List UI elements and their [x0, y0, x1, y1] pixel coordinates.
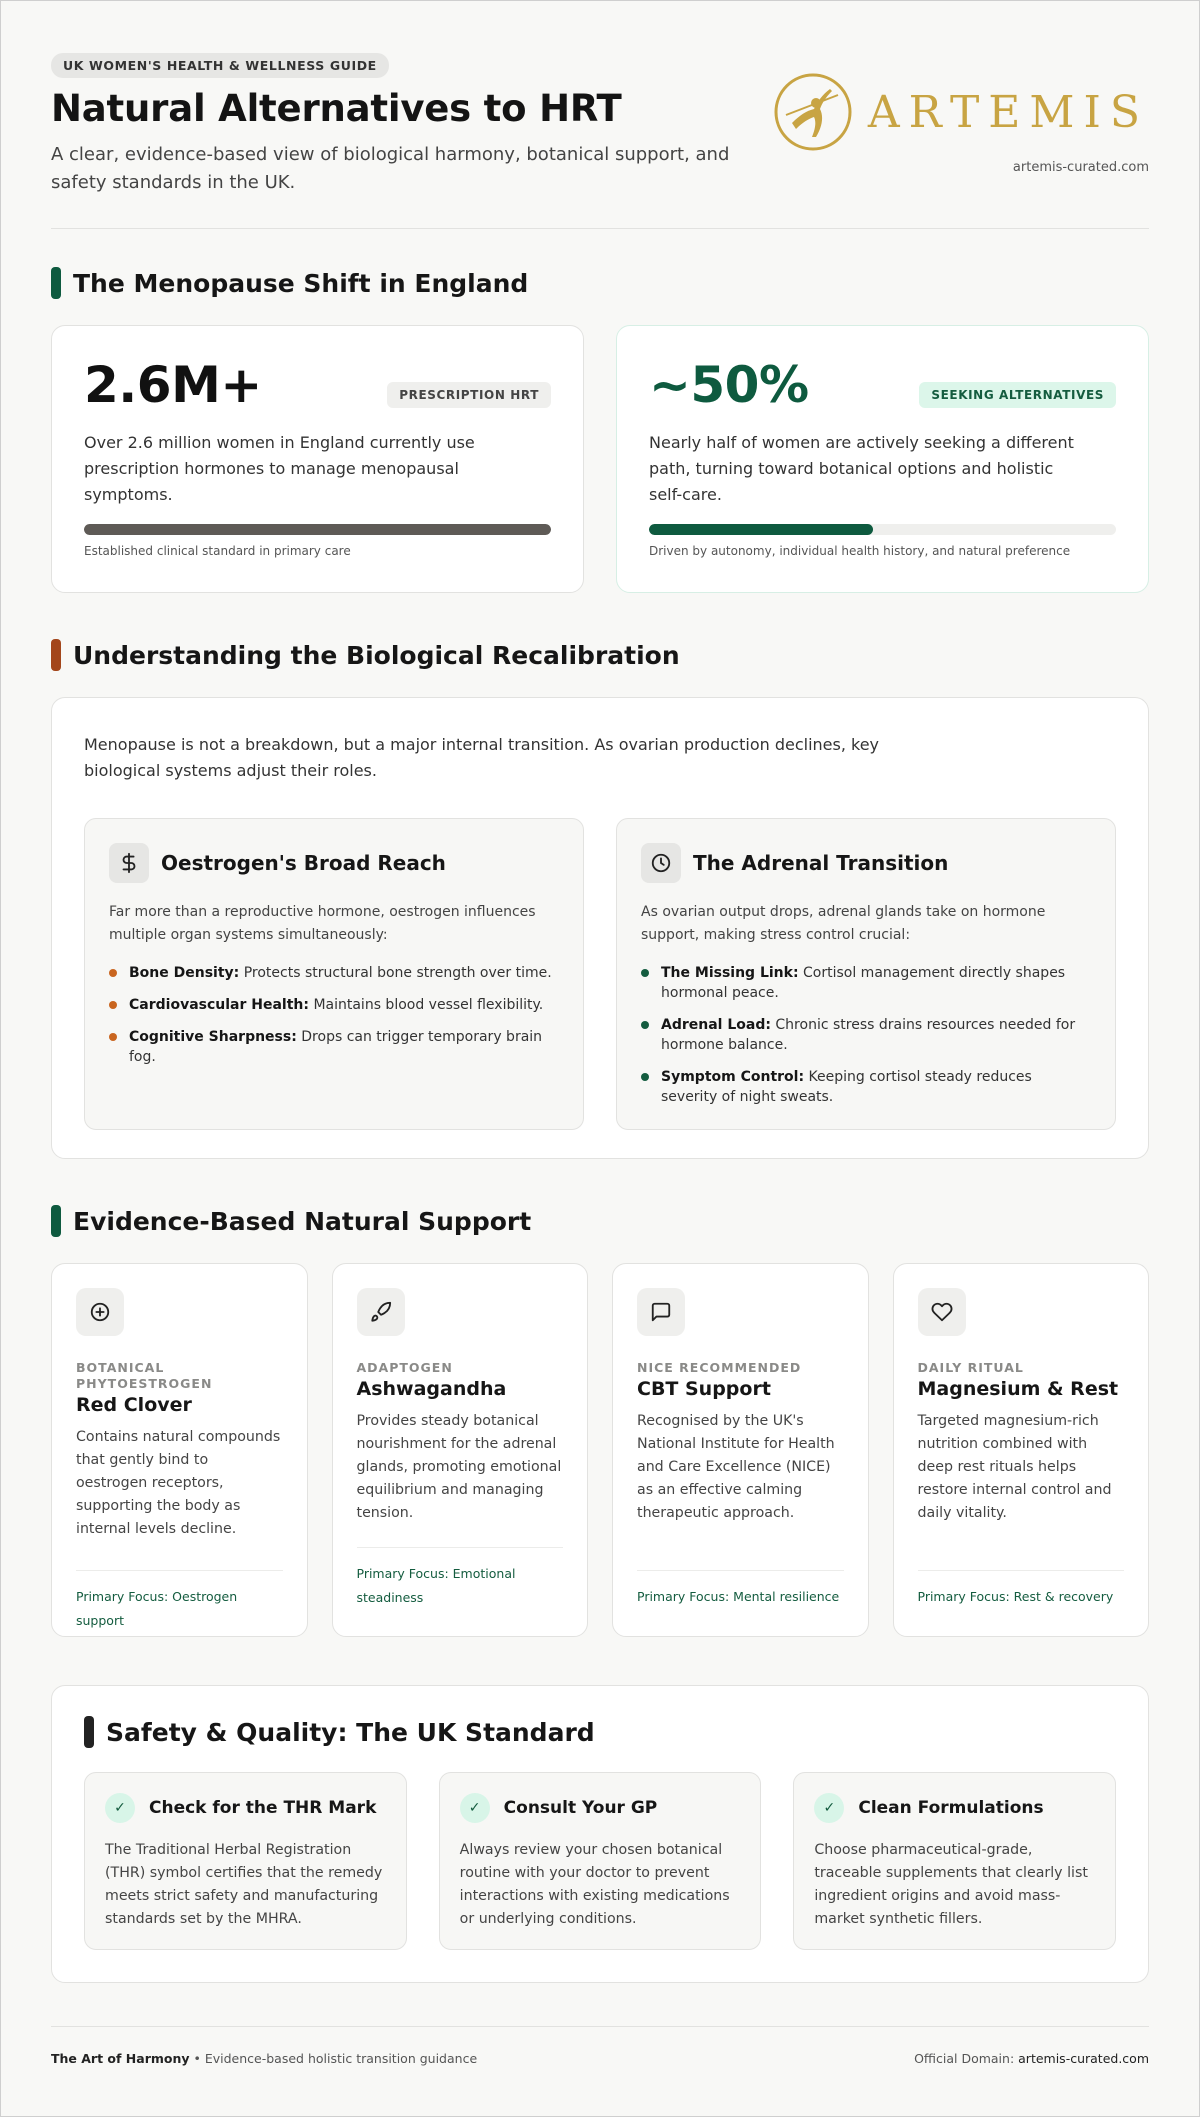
- support-focus: Primary Focus: Oestrogen support: [76, 1570, 283, 1633]
- bullet-text: Chronic stress drains resources needed for hormone balance.: [661, 1017, 1076, 1053]
- footer: [51, 2026, 1149, 2066]
- progress-bar: [649, 524, 1116, 535]
- section-accent-bar: [51, 1205, 61, 1237]
- guide-badge: UK WOMEN'S HEALTH & WELLNESS GUIDE: [51, 53, 389, 78]
- list-item: [641, 1015, 1091, 1055]
- chat-icon: [637, 1288, 685, 1336]
- artemis-logo[interactable]: [772, 71, 1149, 153]
- stat-card-hrt: [51, 325, 584, 593]
- rocket-icon: [357, 1288, 405, 1336]
- card-header: [109, 843, 559, 883]
- heart-icon: [918, 1288, 966, 1336]
- support-focus: Primary Focus: Emotional steadiness: [357, 1547, 564, 1610]
- header-domain-link[interactable]: artemis-curated.com: [1012, 160, 1149, 175]
- list-item: [109, 963, 559, 983]
- header: [51, 1, 1149, 229]
- support-title: Magnesium & Rest: [917, 1378, 1119, 1400]
- progress-bar: [84, 524, 551, 535]
- list-item: [109, 995, 559, 1015]
- section-title: The Menopause Shift in England: [73, 268, 529, 298]
- bullet-text: Drops can trigger temporary brain fog.: [129, 1029, 543, 1065]
- card-header: [105, 1793, 386, 1823]
- stat-card-alternatives: [616, 325, 1149, 593]
- support-category: DAILY RITUAL: [917, 1360, 1024, 1375]
- support-focus: Primary Focus: Mental resilience: [637, 1570, 844, 1609]
- artemis-emblem-icon: [772, 71, 854, 153]
- support-title: Ashwagandha: [356, 1378, 507, 1400]
- bullet-label: The Missing Link:: [661, 965, 799, 981]
- support-focus: Primary Focus: Rest & recovery: [918, 1570, 1125, 1609]
- bullet-dot: [641, 1021, 649, 1029]
- stat-tag: SEEKING ALTERNATIVES: [919, 382, 1116, 408]
- safety-title: Check for the THR Mark: [149, 1798, 377, 1818]
- section-heading-recalibration: [51, 639, 1149, 671]
- list-item: [641, 963, 1091, 1003]
- recalibration-cards: [84, 818, 1116, 1130]
- footer-separator: •: [189, 2051, 205, 2066]
- support-card-magnesium: [893, 1263, 1150, 1637]
- card-header: [814, 1793, 1095, 1823]
- card-title: Oestrogen's Broad Reach: [161, 851, 446, 875]
- recalibration-panel: [51, 697, 1149, 1159]
- section-accent-bar: [51, 267, 61, 299]
- safety-description: Always review your chosen botanical routine with your doctor to prevent interactions with existing medications or underlying conditions.: [459, 1842, 730, 1927]
- safety-cards: [84, 1772, 1116, 1950]
- safety-description: The Traditional Herbal Registration (THR) symbol certifies that the remedy meets strict safety and manufacturing standards set by the MHRA.: [105, 1842, 383, 1927]
- card-description: As ovarian output drops, adrenal glands take on hormone support, making stress control crucial:: [641, 904, 1046, 943]
- section-heading-menopause-shift: [51, 267, 1149, 299]
- bullet-dot: [109, 969, 117, 977]
- section-heading-safety: [84, 1716, 1116, 1748]
- section-title: Evidence-Based Natural Support: [73, 1206, 532, 1236]
- safety-card-formulations: [793, 1772, 1116, 1950]
- footer-right: [914, 2051, 1149, 2066]
- adrenal-card: [616, 818, 1116, 1130]
- support-cards: [51, 1263, 1149, 1637]
- bullet-label: Adrenal Load:: [661, 1017, 771, 1033]
- list-item: [109, 1027, 559, 1067]
- section-title: Safety & Quality: The UK Standard: [106, 1717, 595, 1747]
- safety-description: Choose pharmaceutical-grade, traceable supplements that clearly list ingredient origins and avoid mass-market synthetic fillers.: [814, 1842, 1088, 1927]
- bullet-dot: [641, 1073, 649, 1081]
- bullet-text: Maintains blood vessel flexibility.: [313, 997, 544, 1013]
- bullet-list: [641, 963, 1091, 1107]
- safety-card-gp: [439, 1772, 762, 1950]
- support-category: ADAPTOGEN: [356, 1360, 453, 1375]
- section-accent-bar: [84, 1716, 94, 1748]
- footer-domain-label: Official Domain:: [914, 2051, 1019, 2066]
- page-title: Natural Alternatives to HRT: [51, 87, 622, 130]
- support-title: Red Clover: [76, 1394, 192, 1416]
- safety-card-thr: [84, 1772, 407, 1950]
- bullet-dot: [109, 1033, 117, 1041]
- check-icon: ✓: [460, 1793, 490, 1823]
- footer-tagline: Evidence-based holistic transition guidance: [204, 2051, 478, 2066]
- bullet-dot: [641, 969, 649, 977]
- progress-fill: [649, 524, 873, 535]
- check-icon: ✓: [814, 1793, 844, 1823]
- oestrogen-card: [84, 818, 584, 1130]
- card-title: The Adrenal Transition: [693, 851, 949, 875]
- section-accent-bar: [51, 639, 61, 671]
- clock-icon: [641, 843, 681, 883]
- stats-row: [51, 325, 1149, 593]
- support-card-cbt: [612, 1263, 869, 1637]
- stat-note: Established clinical standard in primary care: [84, 544, 351, 558]
- bullet-text: Keeping cortisol steady reduces severity of night sweats.: [661, 1069, 1032, 1105]
- card-header: [460, 1793, 741, 1823]
- safety-title: Consult Your GP: [503, 1798, 658, 1818]
- bullet-dot: [109, 1001, 117, 1009]
- safety-panel: [51, 1685, 1149, 1983]
- stat-tag: PRESCRIPTION HRT: [387, 382, 551, 408]
- bullet-label: Cognitive Sharpness:: [129, 1029, 297, 1045]
- stat-note: Driven by autonomy, individual health history, and natural preference: [649, 544, 1071, 558]
- footer-left: [51, 2051, 477, 2066]
- footer-brand: The Art of Harmony: [51, 2051, 190, 2066]
- support-category: NICE RECOMMENDED: [637, 1360, 802, 1375]
- safety-title: Clean Formulations: [858, 1798, 1044, 1818]
- stat-value: ~50%: [649, 356, 809, 414]
- section-title: Understanding the Biological Recalibration: [73, 640, 680, 670]
- stat-description: Over 2.6 million women in England currently use prescription hormones to manage menopausal symptoms.: [84, 433, 475, 504]
- bullet-label: Symptom Control:: [661, 1069, 805, 1085]
- bullet-label: Cardiovascular Health:: [129, 997, 309, 1013]
- dollar-icon: [109, 843, 149, 883]
- recalibration-intro: Menopause is not a breakdown, but a major internal transition. As ovarian production declines, key biological systems adjust their roles.: [84, 735, 880, 780]
- stat-value: 2.6M+: [84, 356, 262, 414]
- support-description: Recognised by the UK's National Institute for Health and Care Excellence (NICE) as an effective calming therapeutic approach.: [637, 1413, 835, 1521]
- support-category: BOTANICAL PHYTOESTROGEN: [76, 1360, 213, 1391]
- plus-circle-icon: [76, 1288, 124, 1336]
- progress-fill: [84, 524, 551, 535]
- bullet-text: Cortisol management directly shapes hormonal peace.: [661, 965, 1066, 1001]
- bullet-text: Protects structural bone strength over time.: [243, 965, 552, 981]
- support-description: Contains natural compounds that gently bind to oestrogen receptors, supporting the body as internal levels decline.: [76, 1429, 281, 1537]
- footer-domain-link[interactable]: artemis-curated.com: [1018, 2051, 1149, 2066]
- section-heading-natural-support: [51, 1205, 1149, 1237]
- support-description: Targeted magnesium-rich nutrition combined with deep rest rituals helps restore internal control and daily vitality.: [917, 1413, 1112, 1521]
- logo-wordmark: ARTEMIS: [867, 86, 1149, 138]
- support-description: Provides steady botanical nourishment for the adrenal glands, promoting emotional equilibrium and managing tension.: [356, 1413, 562, 1521]
- bullet-list: [109, 963, 559, 1067]
- support-card-ashwagandha: [332, 1263, 589, 1637]
- check-icon: ✓: [105, 1793, 135, 1823]
- support-title: CBT Support: [637, 1378, 771, 1400]
- support-card-red-clover: [51, 1263, 308, 1637]
- card-description: Far more than a reproductive hormone, oestrogen influences multiple organ systems simultaneously:: [109, 904, 536, 943]
- page-subtitle: A clear, evidence-based view of biological harmony, botanical support, and safety standards in the UK.: [51, 144, 730, 193]
- stat-description: Nearly half of women are actively seeking a different path, turning toward botanical options and holistic self-care.: [649, 433, 1074, 504]
- card-header: [641, 843, 1091, 883]
- list-item: [641, 1067, 1091, 1107]
- bullet-label: Bone Density:: [129, 965, 240, 981]
